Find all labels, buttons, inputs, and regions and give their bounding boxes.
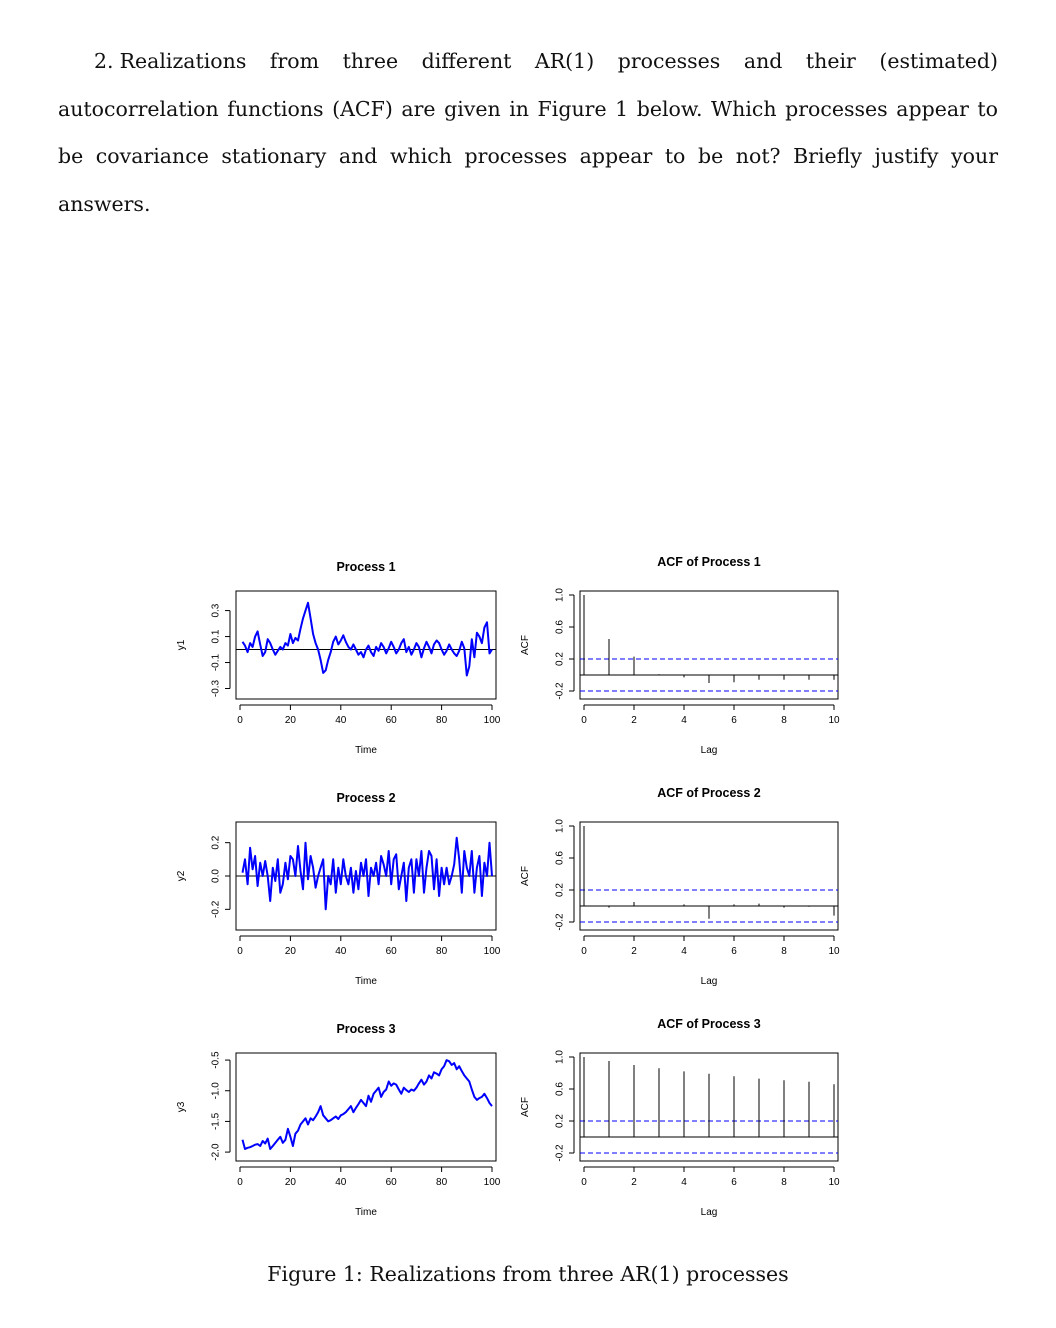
y-tick-label: -1.5 xyxy=(210,1112,222,1131)
chart-title: ACF of Process 1 xyxy=(657,555,761,569)
x-tick-label: 20 xyxy=(284,1177,296,1188)
y-axis-label: y3 xyxy=(176,1101,187,1113)
y-tick-label: 1.0 xyxy=(554,819,566,833)
x-tick-label: 0 xyxy=(237,715,243,726)
x-tick-label: 20 xyxy=(284,946,296,957)
x-tick-label: 8 xyxy=(781,946,787,957)
y-axis-label: ACF xyxy=(520,1097,531,1117)
x-tick-label: 100 xyxy=(483,1177,501,1188)
x-tick-label: 40 xyxy=(335,715,347,726)
chart-title: Process 2 xyxy=(336,791,396,805)
y-tick-label: 0.0 xyxy=(210,869,222,883)
chart-title: ACF of Process 2 xyxy=(657,786,761,800)
x-axis-label: Time xyxy=(355,976,377,987)
x-tick-label: 60 xyxy=(385,946,397,957)
y-tick-label: 1.0 xyxy=(554,588,566,602)
x-tick-label: 8 xyxy=(781,715,787,726)
series-line xyxy=(243,838,493,910)
chart-panel-3 xyxy=(176,791,501,987)
y-tick-label: 0.6 xyxy=(554,1082,566,1096)
chart-panel-2 xyxy=(520,555,840,756)
x-tick-label: 60 xyxy=(385,1177,397,1188)
x-tick-label: 100 xyxy=(483,715,501,726)
x-axis-label: Time xyxy=(355,1207,377,1218)
question-number: 2. xyxy=(94,49,114,73)
chart-panel-4 xyxy=(520,786,840,987)
y-tick-label: -0.5 xyxy=(210,1051,222,1069)
y-axis-label: y2 xyxy=(176,870,187,882)
figure-caption: Figure 1: Realizations from three AR(1) processes xyxy=(267,1262,789,1286)
y-tick-label: 0.2 xyxy=(554,652,566,666)
x-tick-label: 6 xyxy=(731,946,737,957)
x-tick-label: 80 xyxy=(436,946,448,957)
y-tick-label: -0.2 xyxy=(554,1144,566,1162)
y-tick-label: -2.0 xyxy=(210,1143,222,1161)
chart-panel-1 xyxy=(176,560,501,756)
x-tick-label: 40 xyxy=(335,1177,347,1188)
y-tick-label: -0.2 xyxy=(554,913,566,931)
chart-panel-5 xyxy=(176,1022,501,1218)
x-tick-label: 4 xyxy=(681,715,687,726)
y-tick-label: 0.3 xyxy=(210,603,222,618)
y-axis-label: ACF xyxy=(520,866,531,886)
y-tick-label: 0.2 xyxy=(210,835,222,850)
chart-title: Process 1 xyxy=(336,560,396,574)
y-tick-label: 1.0 xyxy=(554,1050,566,1064)
x-tick-label: 10 xyxy=(828,946,840,957)
y-tick-label: 0.6 xyxy=(554,620,566,634)
series-line xyxy=(243,603,493,676)
y-tick-label: 0.1 xyxy=(210,629,222,644)
x-axis-label: Lag xyxy=(700,745,718,756)
y-tick-label: -0.3 xyxy=(210,679,222,698)
x-tick-label: 2 xyxy=(631,1177,637,1188)
x-tick-label: 40 xyxy=(335,946,347,957)
x-tick-label: 20 xyxy=(284,715,296,726)
question-body: Realizations from three different AR(1) processes and their (estimated) autocorrelation functions (ACF) are given in Figure 1 below. Which processes appear to be covariance stationary and which processes appear to be not? Briefly justify your answers. xyxy=(58,49,998,216)
x-tick-label: 0 xyxy=(581,715,587,726)
x-tick-label: 0 xyxy=(237,946,243,957)
x-tick-label: 60 xyxy=(385,715,397,726)
x-axis-label: Lag xyxy=(700,976,718,987)
y-tick-label: 0.2 xyxy=(554,883,566,897)
x-tick-label: 2 xyxy=(631,715,637,726)
x-tick-label: 8 xyxy=(781,1177,787,1188)
chart-panel-6 xyxy=(520,1017,840,1218)
x-axis-label: Time xyxy=(355,745,377,756)
y-tick-label: -0.1 xyxy=(210,653,222,672)
x-tick-label: 80 xyxy=(436,1177,448,1188)
y-axis-label: ACF xyxy=(520,635,531,655)
x-tick-label: 10 xyxy=(828,715,840,726)
x-tick-label: 0 xyxy=(581,946,587,957)
series-line xyxy=(243,1060,493,1149)
x-axis-label: Lag xyxy=(700,1207,718,1218)
chart-title: Process 3 xyxy=(336,1022,396,1036)
x-tick-label: 10 xyxy=(828,1177,840,1188)
x-tick-label: 4 xyxy=(681,946,687,957)
x-tick-label: 2 xyxy=(631,946,637,957)
y-tick-label: -1.0 xyxy=(210,1082,222,1100)
y-tick-label: -0.2 xyxy=(210,900,222,918)
y-tick-label: 0.2 xyxy=(554,1114,566,1128)
x-tick-label: 4 xyxy=(681,1177,687,1188)
x-tick-label: 100 xyxy=(483,946,501,957)
plot-frame xyxy=(236,591,496,699)
x-tick-label: 0 xyxy=(581,1177,587,1188)
x-tick-label: 6 xyxy=(731,1177,737,1188)
y-tick-label: 0.6 xyxy=(554,851,566,865)
chart-title: ACF of Process 3 xyxy=(657,1017,761,1031)
x-tick-label: 80 xyxy=(436,715,448,726)
x-tick-label: 0 xyxy=(237,1177,243,1188)
x-tick-label: 6 xyxy=(731,715,737,726)
y-axis-label: y1 xyxy=(176,639,187,651)
y-tick-label: -0.2 xyxy=(554,682,566,700)
